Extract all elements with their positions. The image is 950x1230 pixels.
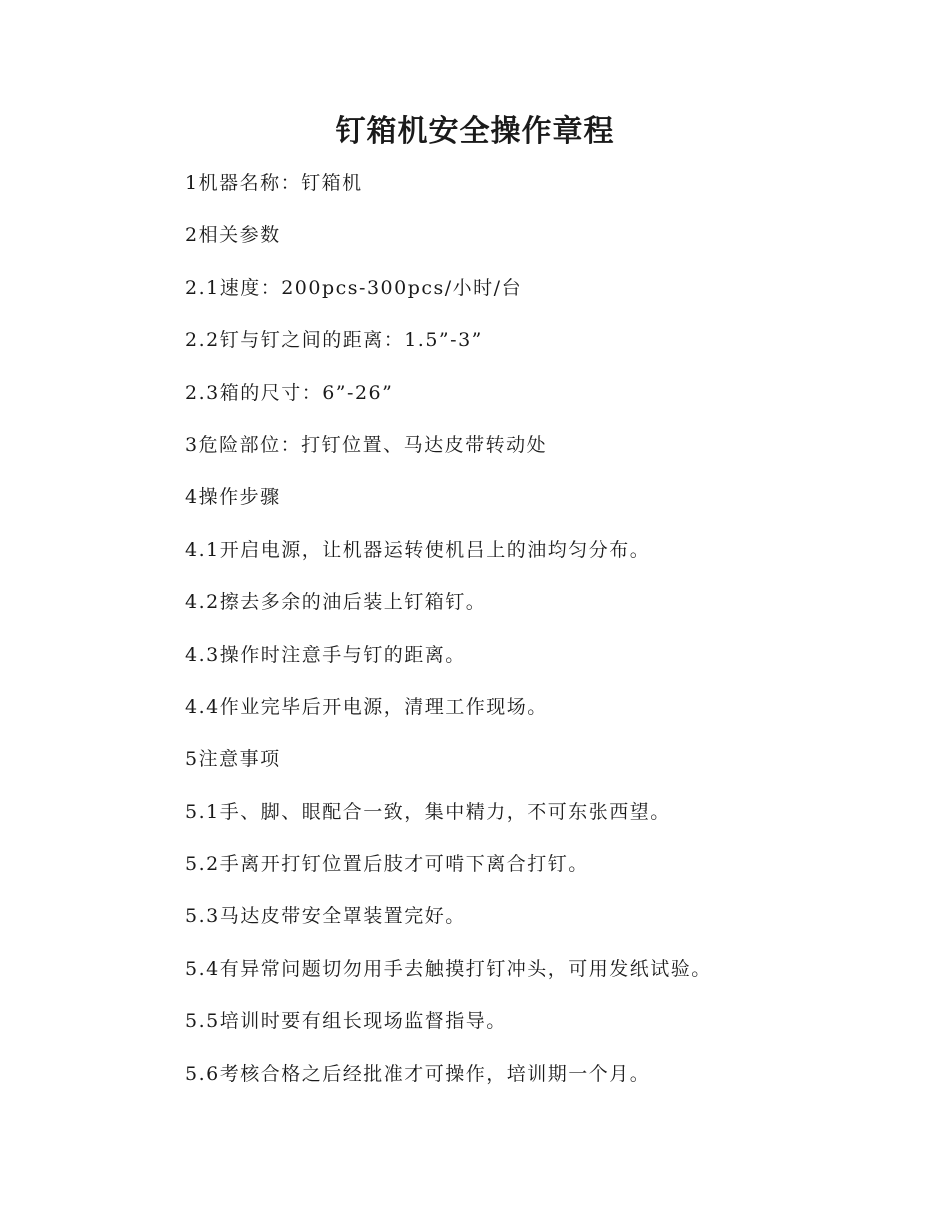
precaution-item: 5.3马达皮带安全罩装置完好。 — [185, 905, 466, 928]
section-heading-steps: 4操作步骤 — [185, 486, 281, 509]
precaution-item: 5.4有异常问题切勿用手去触摸打钉冲头，可用发纸试验。 — [185, 957, 712, 980]
line-speed: 2.1速度：200pcs-300pcs/小时/台 — [185, 276, 523, 299]
line-nail-spacing: 2.2钉与钉之间的距离：1.5”-3” — [185, 329, 483, 352]
precaution-item: 5.5培训时要有组长现场监督指导。 — [185, 1010, 507, 1033]
line-danger-areas: 3危险部位：打钉位置、马达皮带转动处 — [185, 433, 548, 456]
step-item: 4.4作业完毕后开电源，清理工作现场。 — [185, 695, 548, 718]
step-item: 4.1开启电源，让机器运转使机吕上的油均匀分布。 — [185, 538, 651, 561]
step-item: 4.2擦去多余的油后装上钉箱钉。 — [185, 591, 487, 614]
precaution-item: 5.2手离开打钉位置后肢才可啃下离合打钉。 — [185, 853, 589, 876]
step-item: 4.3操作时注意手与钉的距离。 — [185, 643, 466, 666]
document-title: 钉箱机安全操作章程 — [335, 114, 615, 149]
section-heading-parameters: 2相关参数 — [185, 224, 281, 247]
precaution-item: 5.1手、脚、眼配合一致，集中精力，不可东张西望。 — [185, 800, 671, 823]
line-box-size: 2.3箱的尺寸：6”-26” — [185, 381, 394, 404]
section-heading-precautions: 5注意事项 — [185, 748, 281, 771]
document-body — [185, 168, 885, 1111]
line-machine-name: 1机器名称：钉箱机 — [185, 172, 363, 194]
precaution-item: 5.6考核合格之后经批准才可操作，培训期一个月。 — [185, 1062, 651, 1085]
